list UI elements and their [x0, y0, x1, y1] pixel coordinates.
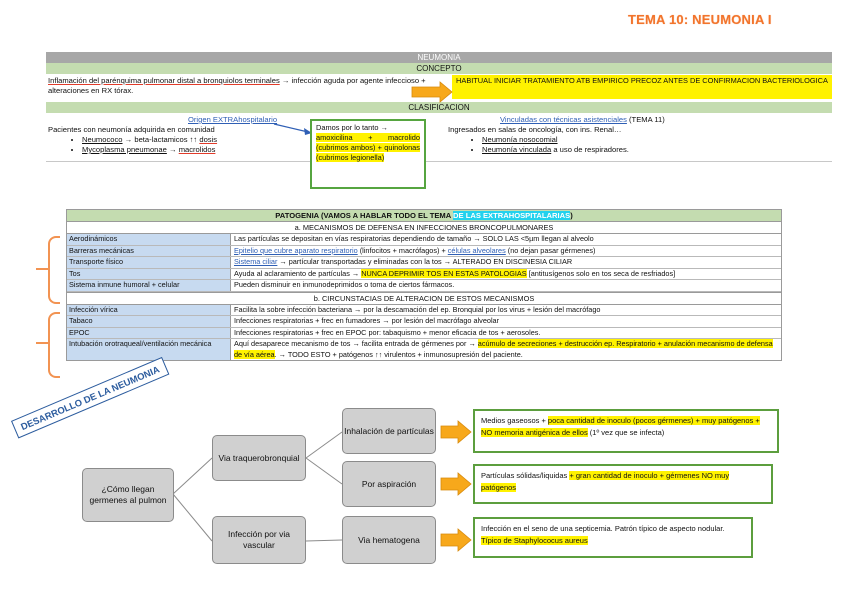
inhalacion-detail-box [473, 409, 779, 453]
extrahospitalario-desc: Pacientes con neumonía adquirida en comunidad [48, 125, 215, 134]
section-b-header: b. CIRCUNSTACIAS DE ALTERACION DE ESTOS MECANISMOS [67, 292, 781, 305]
row-label: Transporte físico [67, 257, 231, 268]
row-label: Aerodinámicos [67, 234, 231, 245]
row-value-mid: (linfocitos + macrófagos) + [357, 245, 448, 255]
vinculada-label: Neumonía vinculada [482, 145, 552, 154]
epitelio-link[interactable]: Epitelio que cubre aparato respiratorio [234, 245, 358, 255]
row-label: Barreras mecánicas [67, 246, 231, 257]
arrow-aspiracion [441, 473, 471, 495]
box1-tail: (1º vez que se infecta) [587, 428, 665, 437]
patogenia-title-highlight: DE LAS EXTRAHOSPITALARIAS [453, 211, 571, 220]
mycoplasma-arrow: → [166, 145, 179, 154]
box3-highlight: Típico de Staphylococus aureus [481, 536, 588, 545]
desarrollo-ribbon: DESARROLLO DE LA NEUMONIA [11, 357, 169, 438]
row-value-pre: Ayuda al aclaramiento de partículas → [234, 268, 362, 278]
sistema-ciliar-link[interactable]: Sistema ciliar [234, 257, 278, 266]
concepto-header: CONCEPTO [46, 63, 832, 74]
box3-lead: Infección en el seno de una septicemia. Patrón típico de aspecto nodular. [481, 524, 725, 533]
tratamiento-lead: Damos por lo tanto → [316, 123, 388, 132]
row-value-end: → ALTERADO EN DISCINESIA CILIAR [443, 257, 573, 266]
row-value-end: (no dejan pasar gérmenes) [505, 245, 596, 255]
connector [306, 432, 342, 458]
row-label: Infección vírica [67, 305, 231, 316]
section-a-header: a. MECANISMOS DE DEFENSA EN INFECCIONES BRONCOPULMONARES [67, 222, 781, 234]
connector [306, 458, 342, 484]
celulas-link[interactable]: células alveolares [447, 245, 506, 255]
row-label: Tabaco [67, 316, 231, 327]
box2-highlight: + gran cantidad de inoculo + gérmenes NO muy patógenos [481, 471, 730, 492]
row-value: Infecciones respiratorias + frec en EPOC por: tabaquismo + menor eficacia de tos + aerosoles. [234, 327, 541, 337]
connector [306, 540, 342, 541]
box1-highlight: poca cantidad de inoculo (pocos gérmenes) + muy patógenos + NO memoria antigénica de ellos [481, 416, 760, 437]
row-value: Las partículas se depositan en vías respiratorias dependiendo de tamaño → SOLO LAS <5µm llegan al alveolo [234, 234, 594, 243]
box1-lead: Medios gaseosos + [481, 416, 548, 425]
tratamiento-highlight: HABITUAL INICIAR TRATAMIENTO ATB EMPIRICO PRECOZ ANTES DE CONFIRMACION BACTERIOLOGICA [452, 75, 832, 99]
clasificacion-header: CLASIFICACION [46, 102, 832, 113]
extrahospitalario-title: Origen EXTRAhospitalario [188, 115, 278, 124]
concepto-definition-cont: → infección aguda por agente infeccioso + alteraciones en RX tórax. [48, 76, 426, 95]
connector [173, 458, 212, 494]
row-value-end: [antitusígenos solo en tos seca de resfriados] [526, 268, 676, 278]
nosocomial-label: Neumonía nosocomial [482, 135, 558, 144]
asistenciales-title: Vinculadas con técnicas asistenciales [500, 115, 627, 124]
tos-highlight: NUNCA DEPRIMIR TOS EN ESTAS PATOLOGIAS [361, 268, 527, 278]
root-node: ¿Cómo llegan germenes al pulmon [82, 468, 174, 522]
row-value-mid: → partícular transportadas y eliminadas con la tos [277, 257, 444, 266]
inhalacion-node: Inhalación de partículas [342, 408, 436, 454]
row-value: Facilita la sobre infección bacteriana → por la descamación del ep. Bronquial por los virus + lesión del macrófago [234, 304, 601, 314]
neumococo-label: Neumococo [82, 135, 123, 144]
box2-lead: Partículas sólidas/liquidas [481, 471, 570, 480]
neumococo-treatment: → beta-lactamicos ↑↑ [122, 135, 200, 144]
via-traqueobronquial-node: Via traquerobronquial [212, 435, 306, 481]
row-label: EPOC [67, 328, 231, 339]
page-title: TEMA 10: NEUMONIA I [628, 12, 772, 27]
asistenciales-desc: Ingresados en salas de oncología, con ins. Renal… [448, 125, 622, 134]
row-value-pre: Aquí desaparece mecanismo de tos → facilita entrada de gérmenes por → [234, 339, 478, 348]
patogenia-title-close: ) [570, 211, 573, 220]
row-value: Pueden disminuir en inmunodeprimidos o toma de ciertos fármacos. [234, 280, 455, 289]
arrow-inhalacion [441, 421, 471, 443]
row-label: Intubación orotraqueal/ventilación mecánica [67, 339, 231, 360]
aspiracion-node: Por aspiración [342, 461, 436, 507]
hematogena-detail-box [473, 517, 753, 558]
neumococo-dosis: dosis [199, 135, 218, 144]
vinculada-desc: a uso de respiradores. [551, 145, 629, 154]
connector [173, 494, 212, 541]
neumonia-header: NEUMONIA [46, 52, 832, 63]
row-value-end: . → TODO ESTO + patógenos ↑↑ virulentos + inmunosupresión del paciente. [274, 349, 523, 359]
asistenciales-suffix: (TEMA 11) [626, 115, 665, 124]
intubacion-highlight: acúmulo de secreciones + destrucción ep. Respiratorio + anulación mecanismo de defensa de vía aérea [234, 339, 773, 359]
row-label: Sistema inmune humoral + celular [67, 280, 231, 291]
hematogena-node: Via hematogena [342, 516, 436, 564]
arrow-hematogena [441, 529, 471, 551]
patogenia-title-text: PATOGENIA (VAMOS A HABLAR TODO EL TEMA [275, 211, 454, 220]
via-vascular-node: Infección por via vascular [212, 516, 306, 564]
concepto-definition: Inflamación del parénquima pulmonar distal a bronquiolos terminales [48, 76, 280, 85]
mycoplasma-label: Mycoplasma pneumonae [82, 145, 167, 154]
row-label: Tos [67, 269, 231, 280]
mycoplasma-treatment: macrolidos [178, 145, 216, 154]
tratamiento-drugs: amoxicilina + macrolido (cubrimos ambos) + quinolonas (cubrimos legionella) [316, 133, 420, 162]
aspiracion-detail-box [473, 464, 773, 504]
row-value: Infecciones respiratorias + frec en fumadores → por lesión del macrófago alveolar [234, 316, 500, 325]
